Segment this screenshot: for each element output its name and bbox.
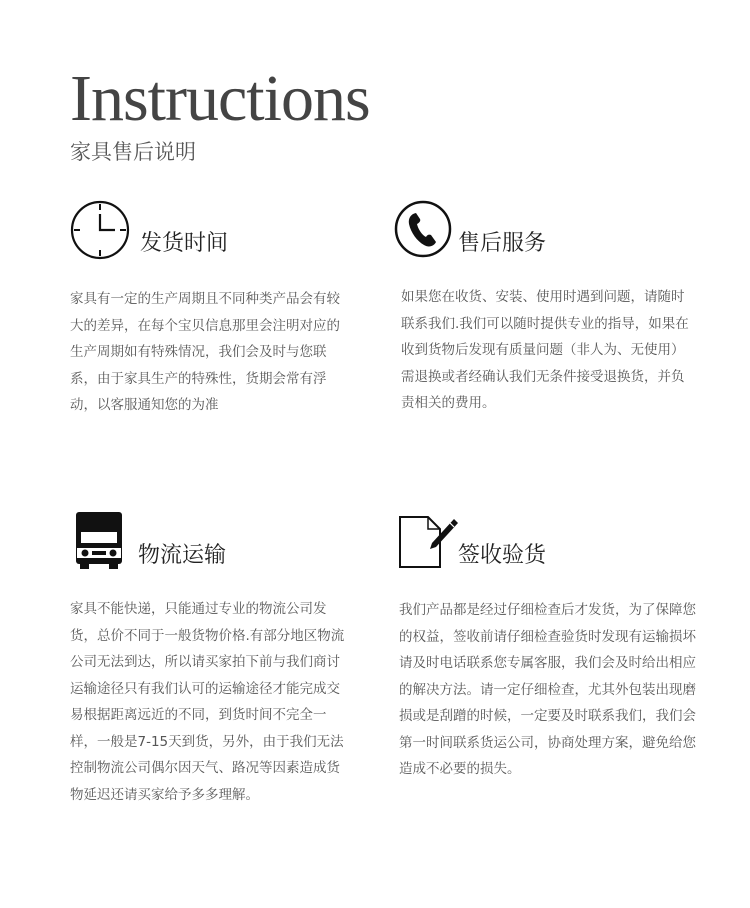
- document-pen-icon: [398, 515, 460, 573]
- truck-icon: [74, 510, 124, 574]
- section-heading: 签收验货: [458, 543, 547, 568]
- section-body: 家具有一定的生产周期且不同种类产品会有较大的差异，在每个宝贝信息那里会注明对应的生产周期如有特殊情况，我们会及时与您联系，由于家具生产的特殊性，货期会常有浮动，以客服通知您的为准: [70, 291, 340, 413]
- phone-icon: [394, 200, 452, 262]
- page-subtitle: 家具售后说明: [70, 140, 196, 164]
- clock-icon: [70, 200, 130, 264]
- page-title: Instructions: [70, 62, 370, 135]
- section-body: 如果您在收货、安装、使用时遇到问题，请随时联系我们.我们可以随时提供专业的指导，如果在收到货物后发现有质量问题（非人为、无使用）需退换或者经确认我们无条件接受退换货，并负责相关的费用。: [401, 289, 689, 411]
- section-body: 我们产品都是经过仔细检查后才发货，为了保障您的权益，签收前请仔细检查验货时发现有运输损坏请及时电话联系您专属客服，我们会及时给出相应的解决方法。请一定仔细检查，尤其外包装出现磨损或是刮蹭的时候，一定要及时联系我们，我们会第一时间联系货运公司，协商处理方案，避免给您造成不必要的损失。: [399, 602, 696, 777]
- section-heading: 发货时间: [140, 231, 229, 256]
- section-heading: 售后服务: [458, 231, 547, 256]
- section-heading: 物流运输: [138, 543, 227, 568]
- section-body: 家具不能快递，只能通过专业的物流公司发货，总价不同于一般货物价格.有部分地区物流公司无法到达，所以请买家拍下前与我们商讨运输途径只有我们认可的运输途径才能完成交易根据距离远近的不同，到货时间不完全一样，一般是7-15天到货，另外，由于我们无法控制物流公司偶尔因天气、路况等因素造成货物延迟还请买家给予多多理解。: [70, 601, 345, 803]
